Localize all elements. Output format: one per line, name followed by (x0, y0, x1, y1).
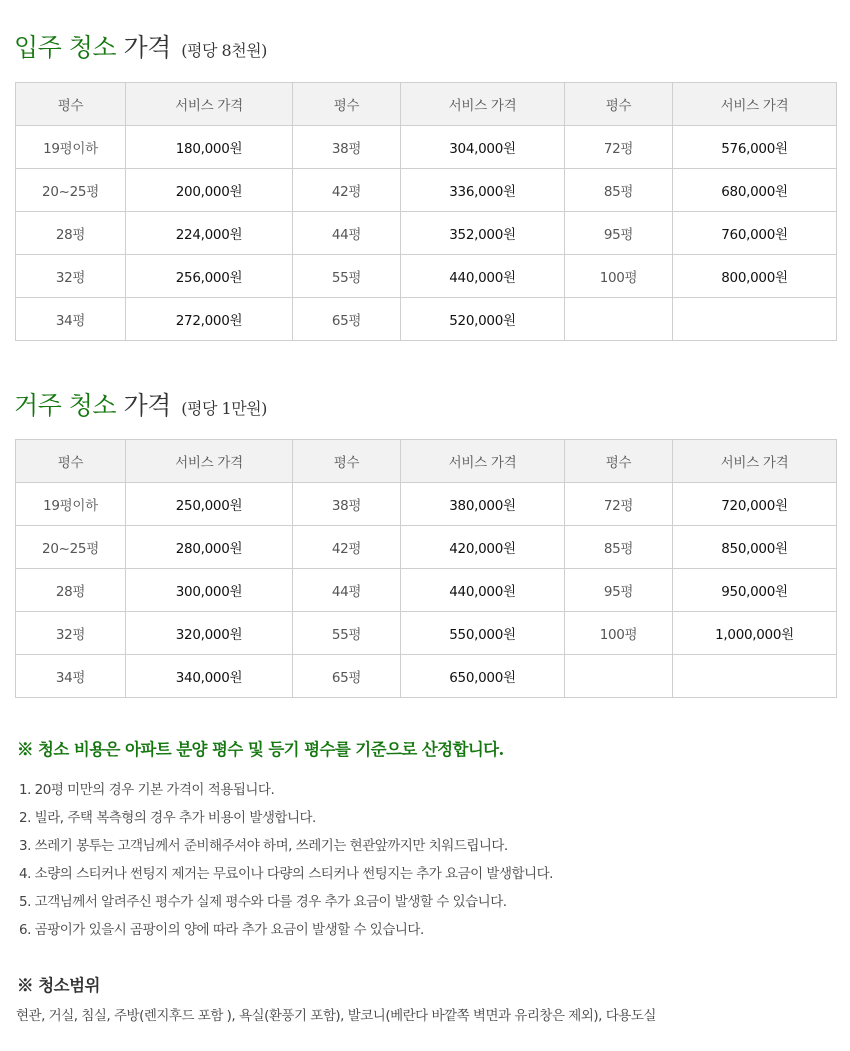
size-cell: 44평 (293, 212, 401, 255)
price-cell: 950,000원 (673, 569, 837, 612)
col-header-size: 평수 (16, 440, 126, 483)
rule-item: 1. 20평 미만의 경우 기본 가격이 적용됩니다. (19, 782, 275, 798)
price-cell: 224,000원 (126, 212, 293, 255)
price-cell: 280,000원 (126, 526, 293, 569)
size-cell: 32평 (16, 255, 126, 298)
size-cell: 28평 (16, 212, 126, 255)
size-cell: 55평 (293, 612, 401, 655)
table-row (16, 255, 837, 298)
move-in-price-table (15, 82, 837, 341)
price-cell (673, 298, 837, 341)
size-cell: 72평 (565, 126, 673, 169)
size-cell: 34평 (16, 655, 126, 698)
price-cell: 250,000원 (126, 483, 293, 526)
price-cell: 304,000원 (401, 126, 565, 169)
table-row (16, 655, 837, 698)
price-cell: 420,000원 (401, 526, 565, 569)
table-row (16, 612, 837, 655)
size-cell: 100평 (565, 612, 673, 655)
move-in-title-rest: 가격 (123, 33, 171, 62)
size-cell: 95평 (565, 569, 673, 612)
price-cell: 800,000원 (673, 255, 837, 298)
size-cell: 34평 (16, 298, 126, 341)
price-cell: 320,000원 (126, 612, 293, 655)
price-cell: 850,000원 (673, 526, 837, 569)
size-cell (565, 655, 673, 698)
col-header-price: 서비스 가격 (673, 83, 837, 126)
price-cell: 336,000원 (401, 169, 565, 212)
size-cell: 28평 (16, 569, 126, 612)
size-cell: 95평 (565, 212, 673, 255)
move-in-title-accent: 입주 청소 (14, 33, 117, 62)
size-cell: 42평 (293, 526, 401, 569)
size-cell: 85평 (565, 526, 673, 569)
table-row (16, 298, 837, 341)
size-cell: 55평 (293, 255, 401, 298)
table-header-row (16, 83, 837, 126)
col-header-size: 평수 (293, 83, 401, 126)
size-cell: 100평 (565, 255, 673, 298)
price-cell: 550,000원 (401, 612, 565, 655)
size-cell: 19평이하 (16, 126, 126, 169)
col-header-size: 평수 (565, 440, 673, 483)
rule-item: 6. 곰팡이가 있을시 곰팡이의 양에 따라 추가 요금이 발생할 수 있습니다. (19, 922, 424, 938)
col-header-size: 평수 (565, 83, 673, 126)
move-in-unit-note: (평당 8천원) (181, 41, 267, 60)
price-cell: 272,000원 (126, 298, 293, 341)
size-cell: 85평 (565, 169, 673, 212)
living-title-accent: 거주 청소 (14, 391, 117, 420)
table-row (16, 569, 837, 612)
size-cell: 38평 (293, 126, 401, 169)
table-row (16, 526, 837, 569)
cleaning-scope-text: 현관, 거실, 침실, 주방(렌지후드 포함 ), 욕실(환풍기 포함), 발코니(베란다 바깥쪽 벽면과 유리창은 제외), 다용도실 (16, 1008, 656, 1024)
size-cell: 72평 (565, 483, 673, 526)
table-header-row (16, 440, 837, 483)
size-cell: 20~25평 (16, 169, 126, 212)
price-cell: 440,000원 (401, 569, 565, 612)
size-cell: 38평 (293, 483, 401, 526)
price-cell: 352,000원 (401, 212, 565, 255)
price-cell: 760,000원 (673, 212, 837, 255)
price-cell: 340,000원 (126, 655, 293, 698)
col-header-size: 평수 (16, 83, 126, 126)
price-cell: 650,000원 (401, 655, 565, 698)
price-cell: 720,000원 (673, 483, 837, 526)
size-cell: 20~25평 (16, 526, 126, 569)
table-row (16, 169, 837, 212)
living-title (14, 386, 267, 422)
price-cell: 380,000원 (401, 483, 565, 526)
table-row (16, 126, 837, 169)
rules-list (19, 780, 553, 948)
price-cell (673, 655, 837, 698)
table-row (16, 212, 837, 255)
cleaning-scope-title: ※ 청소범위 (17, 976, 101, 995)
pricing-basis-notice: ※ 청소 비용은 아파트 분양 평수 및 등기 평수를 기준으로 산정합니다. (17, 740, 504, 759)
size-cell: 44평 (293, 569, 401, 612)
size-cell: 42평 (293, 169, 401, 212)
size-cell (565, 298, 673, 341)
size-cell: 65평 (293, 298, 401, 341)
price-cell: 256,000원 (126, 255, 293, 298)
rule-item: 5. 고객님께서 알려주신 평수가 실제 평수와 다를 경우 추가 요금이 발생할 수 있습니다. (19, 894, 507, 910)
size-cell: 19평이하 (16, 483, 126, 526)
col-header-price: 서비스 가격 (673, 440, 837, 483)
rule-item: 4. 소량의 스티커나 썬팅지 제거는 무료이나 다량의 스티커나 썬팅지는 추가 요금이 발생합니다. (19, 866, 553, 882)
col-header-price: 서비스 가격 (401, 440, 565, 483)
rule-item: 3. 쓰레기 봉투는 고객님께서 준비해주셔야 하며, 쓰레기는 현관앞까지만 치워드립니다. (19, 838, 508, 854)
col-header-price: 서비스 가격 (126, 440, 293, 483)
move-in-title (14, 28, 267, 64)
col-header-price: 서비스 가격 (126, 83, 293, 126)
size-cell: 65평 (293, 655, 401, 698)
price-cell: 576,000원 (673, 126, 837, 169)
col-header-size: 평수 (293, 440, 401, 483)
price-cell: 520,000원 (401, 298, 565, 341)
price-cell: 1,000,000원 (673, 612, 837, 655)
table-row (16, 483, 837, 526)
size-cell: 32평 (16, 612, 126, 655)
price-cell: 180,000원 (126, 126, 293, 169)
price-cell: 440,000원 (401, 255, 565, 298)
col-header-price: 서비스 가격 (401, 83, 565, 126)
living-unit-note: (평당 1만원) (181, 399, 267, 418)
price-cell: 200,000원 (126, 169, 293, 212)
price-cell: 300,000원 (126, 569, 293, 612)
living-title-rest: 가격 (123, 391, 171, 420)
living-price-table (15, 439, 837, 698)
price-cell: 680,000원 (673, 169, 837, 212)
rule-item: 2. 빌라, 주택 복측형의 경우 추가 비용이 발생합니다. (19, 810, 316, 826)
